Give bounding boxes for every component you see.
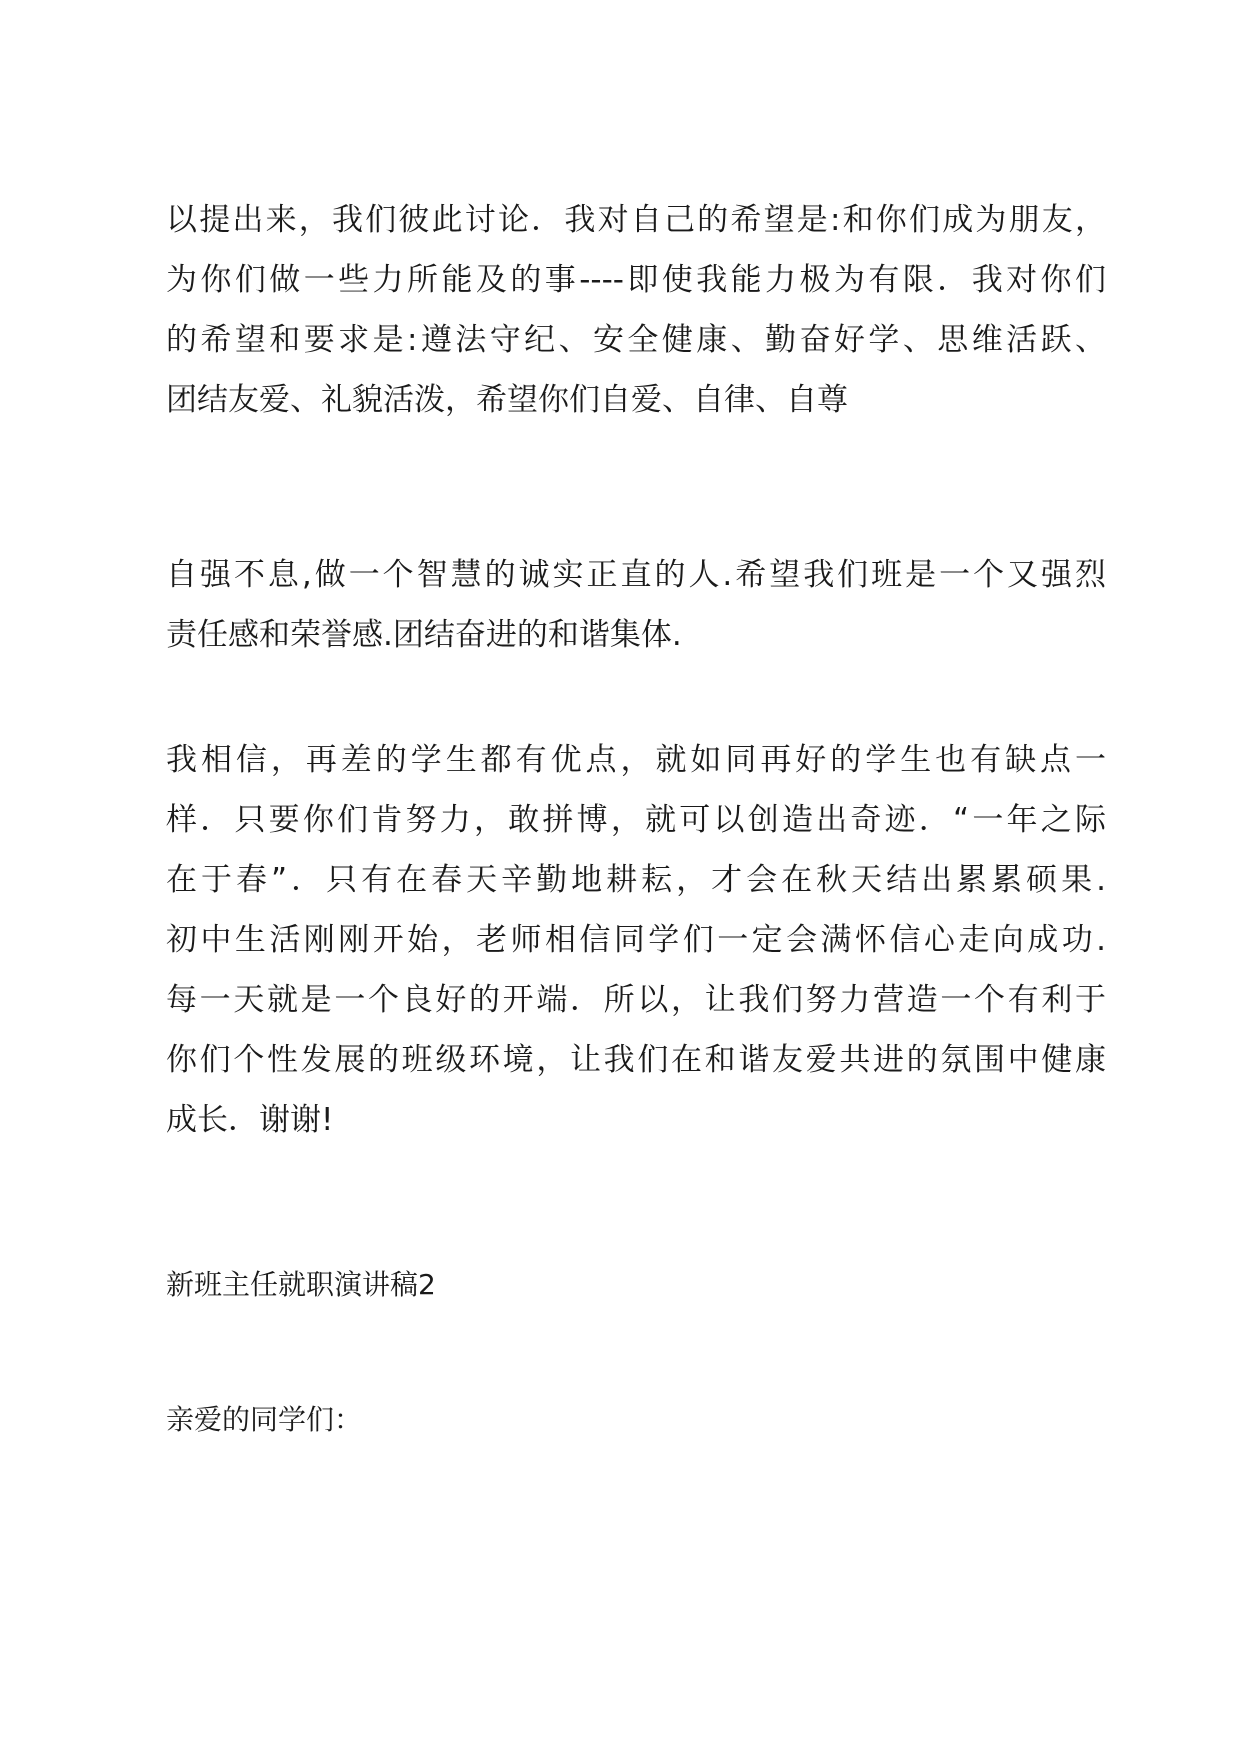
paragraph-line: 你们个性发展的班级环境，让我们在和谐友爱共进的氛围中健康: [166, 1042, 1106, 1078]
paragraph-line: 自强不息,做一个智慧的诚实正直的人.希望我们班是一个又强烈: [166, 557, 1106, 593]
paragraph-line: 每一天就是一个良好的开端．所以，让我们努力营造一个有利于: [166, 982, 1106, 1018]
paragraph-belief: [166, 730, 1106, 1150]
paragraph-line: 团结友爱、礼貌活泼，希望你们自爱、自律、自尊: [166, 382, 848, 418]
section-heading-text: 新班主任就职演讲稿2: [166, 1268, 436, 1301]
paragraph-line: 以提出来，我们彼此讨论．我对自己的希望是:和你们成为朋友，: [166, 202, 1106, 238]
paragraph-line: 为你们做一些力所能及的事----即使我能力极为有限．我对你们: [166, 262, 1106, 298]
paragraph-line: 责任感和荣誉感.团结奋进的和谐集体.: [166, 617, 682, 653]
paragraph-line: 我相信，再差的学生都有优点，就如同再好的学生也有缺点一: [166, 742, 1106, 778]
paragraph-class-hope: [166, 545, 1106, 665]
section-heading: [166, 1255, 1106, 1315]
greeting-text: 亲爱的同学们：: [166, 1403, 363, 1436]
greeting: [166, 1390, 1106, 1450]
paragraph-line: 在于春”．只有在春天辛勤地耕耘，才会在秋天结出累累硕果.: [166, 862, 1106, 898]
paragraph-line: 样．只要你们肯努力，敢拼博，就可以创造出奇迹．“一年之际: [166, 802, 1106, 838]
paragraph-line: 成长．谢谢!: [166, 1102, 334, 1138]
paragraph-line: 的希望和要求是:遵法守纪、安全健康、勤奋好学、思维活跃、: [166, 322, 1106, 358]
paragraph-expectations: [166, 190, 1106, 430]
paragraph-line: 初中生活刚刚开始，老师相信同学们一定会满怀信心走向成功.: [166, 922, 1106, 958]
